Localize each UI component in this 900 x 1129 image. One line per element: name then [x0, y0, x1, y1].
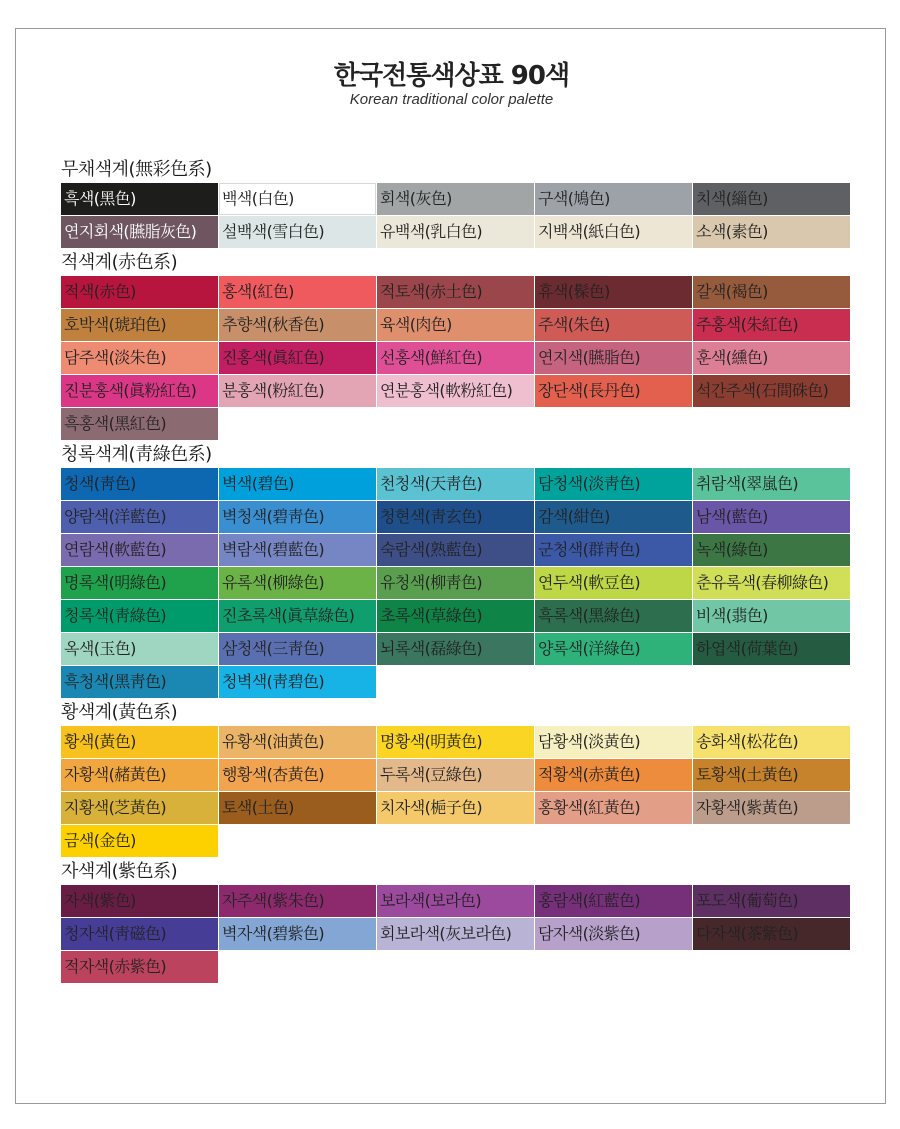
color-swatch: 보라색(보라色) [377, 885, 534, 917]
color-swatch: 치자색(梔子色) [377, 792, 534, 824]
group-title: 황색계(黃色系) [61, 702, 178, 723]
color-swatch: 유백색(乳白色) [377, 216, 534, 248]
page-title: 한국전통색상표 90색 [333, 61, 570, 91]
color-swatch: 춘유록색(春柳綠色) [693, 567, 850, 599]
color-swatch: 양록색(洋綠色) [535, 633, 692, 665]
palette-sheet [15, 28, 886, 1104]
color-swatch: 양람색(洋藍色) [61, 501, 218, 533]
color-swatch: 자황색(紫黃色) [693, 792, 850, 824]
color-swatch: 다자색(茶紫色) [693, 918, 850, 950]
color-swatch: 비색(翡色) [693, 600, 850, 632]
color-swatch: 자주색(紫朱色) [219, 885, 376, 917]
color-grid [61, 183, 846, 248]
color-swatch: 연지회색(臙脂灰色) [61, 216, 218, 248]
color-swatch: 홍황색(紅黃色) [535, 792, 692, 824]
color-swatch: 주홍색(朱紅色) [693, 309, 850, 341]
color-grid [61, 276, 846, 440]
group-title: 적색계(赤色系) [61, 252, 178, 273]
color-swatch: 벽자색(碧紫色) [219, 918, 376, 950]
color-swatch: 선홍색(鮮紅色) [377, 342, 534, 374]
color-swatch: 청록색(靑綠色) [61, 600, 218, 632]
color-swatch: 장단색(長丹色) [535, 375, 692, 407]
color-swatch: 금색(金色) [61, 825, 218, 857]
color-swatch: 녹색(綠色) [693, 534, 850, 566]
color-swatch: 청자색(靑磁色) [61, 918, 218, 950]
color-swatch: 치색(緇色) [693, 183, 850, 215]
color-swatch: 황색(黃色) [61, 726, 218, 758]
color-swatch: 유록색(柳綠色) [219, 567, 376, 599]
color-swatch: 감색(紺色) [535, 501, 692, 533]
color-swatch: 연지색(臙脂色) [535, 342, 692, 374]
color-swatch: 추향색(秋香色) [219, 309, 376, 341]
color-swatch: 초록색(草綠色) [377, 600, 534, 632]
color-swatch: 호박색(琥珀色) [61, 309, 218, 341]
group-title: 자색계(紫色系) [61, 861, 178, 882]
color-swatch: 토색(土色) [219, 792, 376, 824]
color-swatch: 주색(朱色) [535, 309, 692, 341]
color-swatch: 지백색(紙白色) [535, 216, 692, 248]
color-swatch: 적황색(赤黃色) [535, 759, 692, 791]
color-swatch: 청벽색(靑碧色) [219, 666, 376, 698]
color-swatch: 남색(藍色) [693, 501, 850, 533]
color-swatch: 청현색(靑玄色) [377, 501, 534, 533]
color-swatch: 담황색(淡黃色) [535, 726, 692, 758]
color-swatch: 유황색(油黃色) [219, 726, 376, 758]
color-swatch: 훈색(纁色) [693, 342, 850, 374]
color-swatch: 연두색(軟豆色) [535, 567, 692, 599]
color-swatch: 진초록색(眞草綠色) [219, 600, 376, 632]
color-swatch: 두록색(豆綠色) [377, 759, 534, 791]
color-swatch: 지황색(芝黃色) [61, 792, 218, 824]
color-swatch: 흑홍색(黑紅色) [61, 408, 218, 440]
group-title: 무채색계(無彩色系) [61, 159, 212, 180]
color-swatch: 연분홍색(軟粉紅色) [377, 375, 534, 407]
color-grid [61, 885, 846, 983]
color-swatch: 회보라색(灰보라色) [377, 918, 534, 950]
color-swatch: 소색(素色) [693, 216, 850, 248]
color-swatch: 청색(靑色) [61, 468, 218, 500]
color-swatch: 진홍색(眞紅色) [219, 342, 376, 374]
color-grid [61, 726, 846, 857]
color-swatch: 분홍색(粉紅色) [219, 375, 376, 407]
color-swatch: 하엽색(荷葉色) [693, 633, 850, 665]
color-grid [61, 468, 846, 698]
color-swatch: 천청색(天靑色) [377, 468, 534, 500]
color-swatch: 자색(紫色) [61, 885, 218, 917]
color-swatch: 군청색(群靑色) [535, 534, 692, 566]
color-swatch: 석간주색(石間硃色) [693, 375, 850, 407]
color-swatch: 담주색(淡朱色) [61, 342, 218, 374]
color-swatch: 흑청색(黑靑色) [61, 666, 218, 698]
color-swatch: 벽청색(碧靑色) [219, 501, 376, 533]
page-subtitle: Korean traditional color palette [349, 91, 554, 108]
color-swatch: 흑색(黑色) [61, 183, 218, 215]
color-swatch: 옥색(玉色) [61, 633, 218, 665]
color-swatch: 적토색(赤土色) [377, 276, 534, 308]
color-swatch: 자황색(赭黃色) [61, 759, 218, 791]
color-swatch: 연람색(軟藍色) [61, 534, 218, 566]
color-swatch: 벽람색(碧藍色) [219, 534, 376, 566]
color-swatch: 벽색(碧色) [219, 468, 376, 500]
color-groups [61, 157, 846, 985]
color-swatch: 갈색(褐色) [693, 276, 850, 308]
group-title: 청록색계(靑綠色系) [61, 444, 212, 465]
color-swatch: 진분홍색(眞粉紅色) [61, 375, 218, 407]
color-swatch: 행황색(杏黃色) [219, 759, 376, 791]
color-swatch: 육색(肉色) [377, 309, 534, 341]
color-swatch: 홍색(紅色) [219, 276, 376, 308]
color-swatch: 휴색(髹色) [535, 276, 692, 308]
color-swatch: 홍람색(紅藍色) [535, 885, 692, 917]
color-swatch: 송화색(松花色) [693, 726, 850, 758]
color-swatch: 담자색(淡紫色) [535, 918, 692, 950]
color-swatch: 뇌록색(磊綠色) [377, 633, 534, 665]
color-swatch: 백색(白色) [219, 183, 376, 215]
color-swatch: 토황색(土黃色) [693, 759, 850, 791]
color-swatch: 담청색(淡靑色) [535, 468, 692, 500]
color-swatch: 회색(灰色) [377, 183, 534, 215]
color-swatch: 명록색(明綠色) [61, 567, 218, 599]
color-swatch: 삼청색(三靑色) [219, 633, 376, 665]
color-swatch: 설백색(雪白色) [219, 216, 376, 248]
color-swatch: 취람색(翠嵐色) [693, 468, 850, 500]
color-swatch: 흑록색(黑綠色) [535, 600, 692, 632]
color-swatch: 적색(赤色) [61, 276, 218, 308]
color-swatch: 숙람색(熟藍色) [377, 534, 534, 566]
color-swatch: 명황색(明黃色) [377, 726, 534, 758]
color-swatch: 유청색(柳靑色) [377, 567, 534, 599]
color-swatch: 포도색(葡萄色) [693, 885, 850, 917]
color-swatch: 적자색(赤紫色) [61, 951, 218, 983]
color-swatch: 구색(鳩色) [535, 183, 692, 215]
